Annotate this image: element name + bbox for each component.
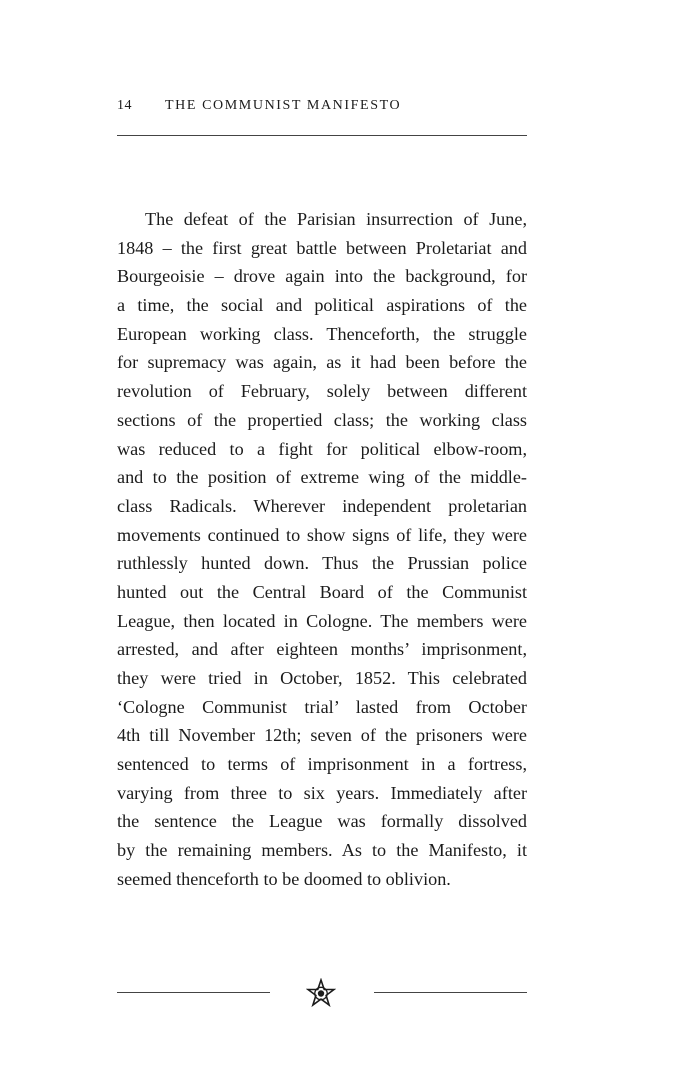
ornament-rule-left bbox=[117, 992, 270, 993]
text-line: arrested, and after eighteen months’ imprisonment, bbox=[117, 639, 527, 660]
header-rule bbox=[117, 135, 527, 136]
text-line: The defeat of the Parisian insurrection of June, bbox=[145, 209, 527, 229]
text-line: hunted out the Central Board of the Communist bbox=[117, 581, 527, 602]
text-line: by the remaining members. As to the Manifesto, it bbox=[117, 840, 527, 861]
text-line: ruthlessly hunted down. Thus the Prussian police bbox=[117, 553, 527, 574]
text-line: League, then located in Cologne. The members were bbox=[117, 610, 527, 631]
ornament-rule-right bbox=[374, 992, 527, 993]
text-line: the sentence the League was formally dissolved bbox=[117, 811, 527, 832]
text-line: sections of the propertied class; the working class bbox=[117, 409, 527, 430]
text-line: sentenced to terms of imprisonment in a fortress, bbox=[117, 754, 527, 775]
text-line: 4th till November 12th; seven of the prisoners were bbox=[117, 725, 527, 746]
text-line: European working class. Thenceforth, the struggle bbox=[117, 323, 527, 344]
section-ornament bbox=[117, 978, 527, 1008]
text-line: Bourgeoisie – drove again into the background, for bbox=[117, 266, 527, 287]
running-title: THE COMMUNIST MANIFESTO bbox=[165, 98, 402, 113]
text-line: ‘Cologne Communist trial’ lasted from October bbox=[117, 696, 527, 717]
text-line: movements continued to show signs of life, they were bbox=[117, 524, 527, 545]
page-number: 14 bbox=[117, 98, 132, 113]
text-line: class Radicals. Wherever independent proletarian bbox=[117, 495, 527, 516]
text-line: a time, the social and political aspirations of the bbox=[117, 295, 527, 316]
body-paragraph bbox=[117, 205, 527, 894]
running-head bbox=[117, 95, 527, 117]
text-line: varying from three to six years. Immediately after bbox=[117, 782, 527, 803]
text-line: and to the position of extreme wing of the middle- bbox=[117, 467, 527, 488]
text-line: seemed thenceforth to be doomed to oblivion. bbox=[117, 868, 451, 889]
text-line: 1848 – the first great battle between Proletariat and bbox=[117, 237, 527, 258]
text-line: for supremacy was again, as it had been before the bbox=[117, 352, 527, 373]
text-line: revolution of February, solely between different bbox=[117, 381, 527, 402]
text-line: was reduced to a fight for political elbow-room, bbox=[117, 438, 527, 459]
text-line: they were tried in October, 1852. This celebrated bbox=[117, 668, 527, 688]
star-in-circle-icon bbox=[306, 978, 336, 1008]
